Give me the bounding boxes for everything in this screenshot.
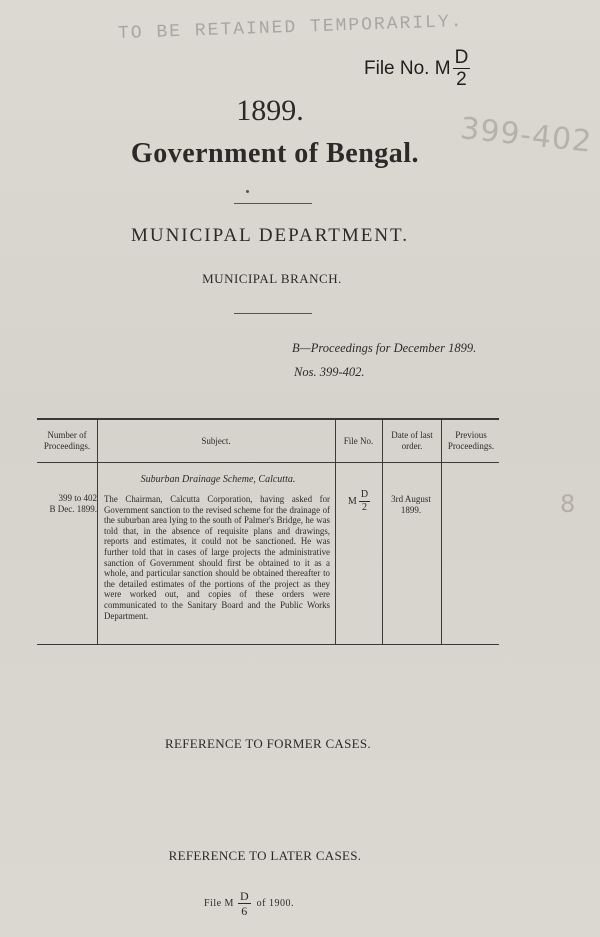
- cell-last-order-date: [382, 494, 440, 515]
- proceedings-table: [37, 418, 499, 645]
- margin-annotation: 8: [560, 490, 576, 518]
- header-file-no: File No.: [343, 435, 374, 446]
- cell-proceedings-number: [37, 493, 97, 514]
- table-header-rule: [37, 462, 499, 463]
- proceedings-range: 399 to 402: [58, 493, 97, 503]
- file-bottom-numerator: D: [239, 889, 249, 903]
- proceedings-numbers: Nos. 399-402.: [294, 365, 365, 379]
- column-divider: [441, 420, 442, 644]
- file-numerator: D: [360, 489, 369, 500]
- pencil-annotation: 399-402: [458, 111, 594, 160]
- file-reference-bottom: [204, 890, 294, 917]
- file-number-fraction: [453, 48, 471, 89]
- subject-body: The Chairman, Calcutta Corporation, having asked for Government sanction to the revised scheme for the drainage of the suburban area lying to the south of Palmer's Bridge, he was told that, in the absence of requisite plans and drawings, reports and estimates, it could not be sanctioned. He was further told that in cases of large projects the administrative sanction of Government should first be obtained to it as a whole, and particular sanction should be obtained thereafter to the detailed estimates of the portions of the project as they were worked out, and copies of these orders were communicated to the Sanitary Board and the Public Works Department.: [104, 494, 330, 621]
- date-year: 1899.: [400, 504, 422, 515]
- file-number-top: [364, 48, 470, 89]
- proceedings-line: B—Proceedings for December 1899.: [292, 341, 477, 355]
- subject-title: Suburban Drainage Scheme, Calcutta.: [140, 474, 296, 485]
- proceedings-month: B Dec. 1899.: [49, 503, 97, 514]
- file-fraction: [359, 490, 370, 513]
- header-date: Date of last order.: [391, 430, 433, 451]
- file-prefix: M: [347, 495, 357, 507]
- file-number-denominator: 2: [456, 69, 467, 90]
- header-subject: Subject.: [201, 435, 231, 446]
- department-heading: MUNICIPAL DEPARTMENT.: [130, 225, 410, 246]
- header-number: Number of Proceedings.: [43, 430, 91, 451]
- cell-file-no: [338, 490, 380, 513]
- ornament-dot: [246, 190, 249, 193]
- retention-stamp: TO BE RETAINED TEMPORARILY.: [117, 11, 464, 45]
- column-divider: [382, 420, 383, 644]
- file-bottom-label: File M: [204, 898, 234, 909]
- file-bottom-suffix: of 1900.: [256, 898, 294, 909]
- divider-rule: [234, 313, 312, 314]
- header-previous: Previous Proceedings.: [447, 430, 495, 451]
- file-bottom-fraction: [238, 890, 251, 917]
- government-heading: Government of Bengal.: [130, 138, 420, 169]
- branch-heading: MUNICIPAL BRANCH.: [202, 271, 342, 286]
- year-heading: 1899.: [236, 94, 304, 127]
- divider-rule: [234, 203, 312, 204]
- date-day-month: 3rd August: [391, 494, 431, 504]
- file-denominator: 2: [361, 502, 367, 513]
- file-number-label: File No. M: [364, 57, 451, 79]
- reference-later-cases: REFERENCE TO LATER CASES.: [168, 848, 362, 863]
- reference-former-cases: REFERENCE TO FORMER CASES.: [165, 736, 371, 751]
- file-number-numerator: D: [454, 47, 469, 68]
- file-bottom-denominator: 6: [241, 904, 248, 918]
